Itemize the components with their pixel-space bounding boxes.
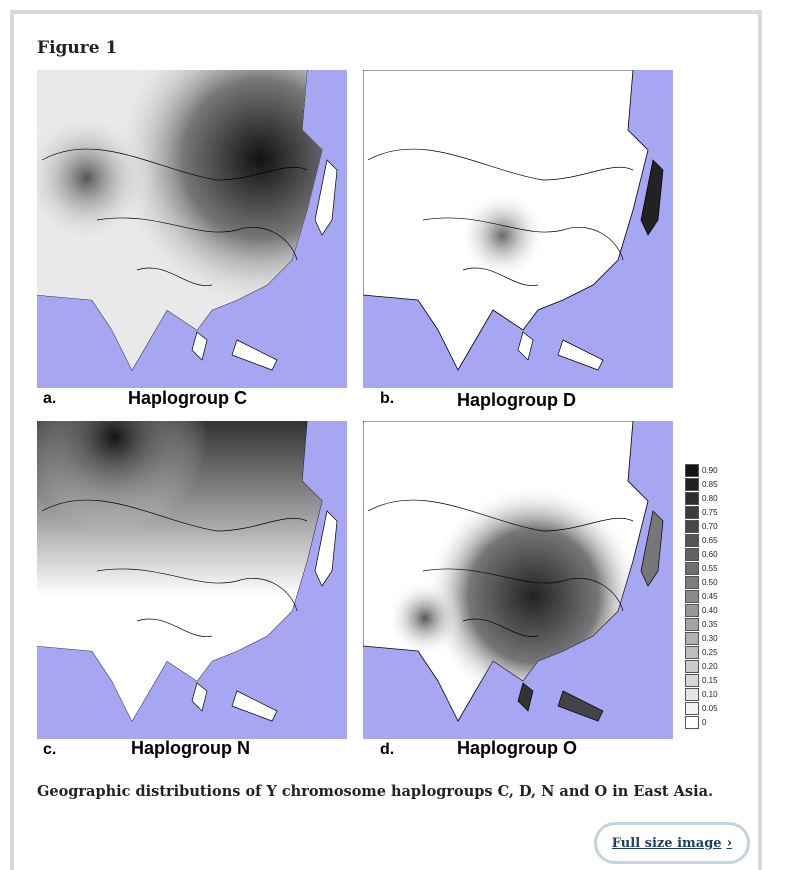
legend-swatch xyxy=(685,576,699,589)
panel-label-d: d. xyxy=(380,741,395,758)
legend-swatch xyxy=(685,604,699,617)
figure-title: Figure 1 xyxy=(37,38,118,58)
legend-swatch xyxy=(685,506,699,519)
legend-swatch xyxy=(685,478,699,491)
legend-swatch xyxy=(685,548,699,561)
legend-label: 0.55 xyxy=(702,564,718,573)
panel-title-c: Haplogroup N xyxy=(131,738,250,758)
panel-title-b: Haplogroup D xyxy=(457,390,576,410)
map-panel-b xyxy=(363,70,673,388)
legend-label: 0.65 xyxy=(702,536,718,545)
panel-label-c: c. xyxy=(43,741,57,758)
legend-label: 0.10 xyxy=(702,690,718,699)
legend-swatch xyxy=(685,716,699,729)
legend-swatch xyxy=(685,688,699,701)
legend-label: 0.75 xyxy=(702,508,718,517)
legend-label: 0.60 xyxy=(702,550,718,559)
legend-swatch xyxy=(685,590,699,603)
map-panel-d xyxy=(363,421,673,739)
legend-swatch xyxy=(685,562,699,575)
chevron-right-icon: › xyxy=(726,835,733,851)
legend-swatch xyxy=(685,534,699,547)
legend-swatch xyxy=(685,520,699,533)
map-panel-c xyxy=(37,421,347,739)
legend-label: 0.30 xyxy=(702,634,718,643)
legend-label: 0.15 xyxy=(702,676,718,685)
legend-swatch xyxy=(685,660,699,673)
map-panel-a xyxy=(37,70,347,388)
legend-label: 0.25 xyxy=(702,648,718,657)
legend-swatch xyxy=(685,618,699,631)
legend-label: 0.45 xyxy=(702,592,718,601)
figure-caption: Geographic distributions of Y chromosome haplogroups C, D, N and O in East Asia. xyxy=(37,783,714,800)
legend-label: 0 xyxy=(702,718,707,727)
legend-swatch xyxy=(685,632,699,645)
legend-swatch xyxy=(685,492,699,505)
legend-swatch xyxy=(685,674,699,687)
legend-swatch xyxy=(685,464,699,477)
legend-label: 0.90 xyxy=(702,466,718,475)
legend-label: 0.50 xyxy=(702,578,718,587)
legend-label: 0.40 xyxy=(702,606,718,615)
panel-label-a: a. xyxy=(43,390,57,407)
legend-label: 0.85 xyxy=(702,480,718,489)
legend-label: 0.70 xyxy=(702,522,718,531)
legend-swatch xyxy=(685,646,699,659)
legend-swatch xyxy=(685,702,699,715)
legend-label: 0.20 xyxy=(702,662,718,671)
panel-label-b: b. xyxy=(380,390,395,407)
legend-label: 0.80 xyxy=(702,494,718,503)
panel-title-d: Haplogroup O xyxy=(457,738,577,758)
legend-label: 0.05 xyxy=(702,704,718,713)
panel-title-a: Haplogroup C xyxy=(128,388,247,408)
full-size-image-label: Full size image xyxy=(611,835,722,851)
legend-label: 0.35 xyxy=(702,620,718,629)
